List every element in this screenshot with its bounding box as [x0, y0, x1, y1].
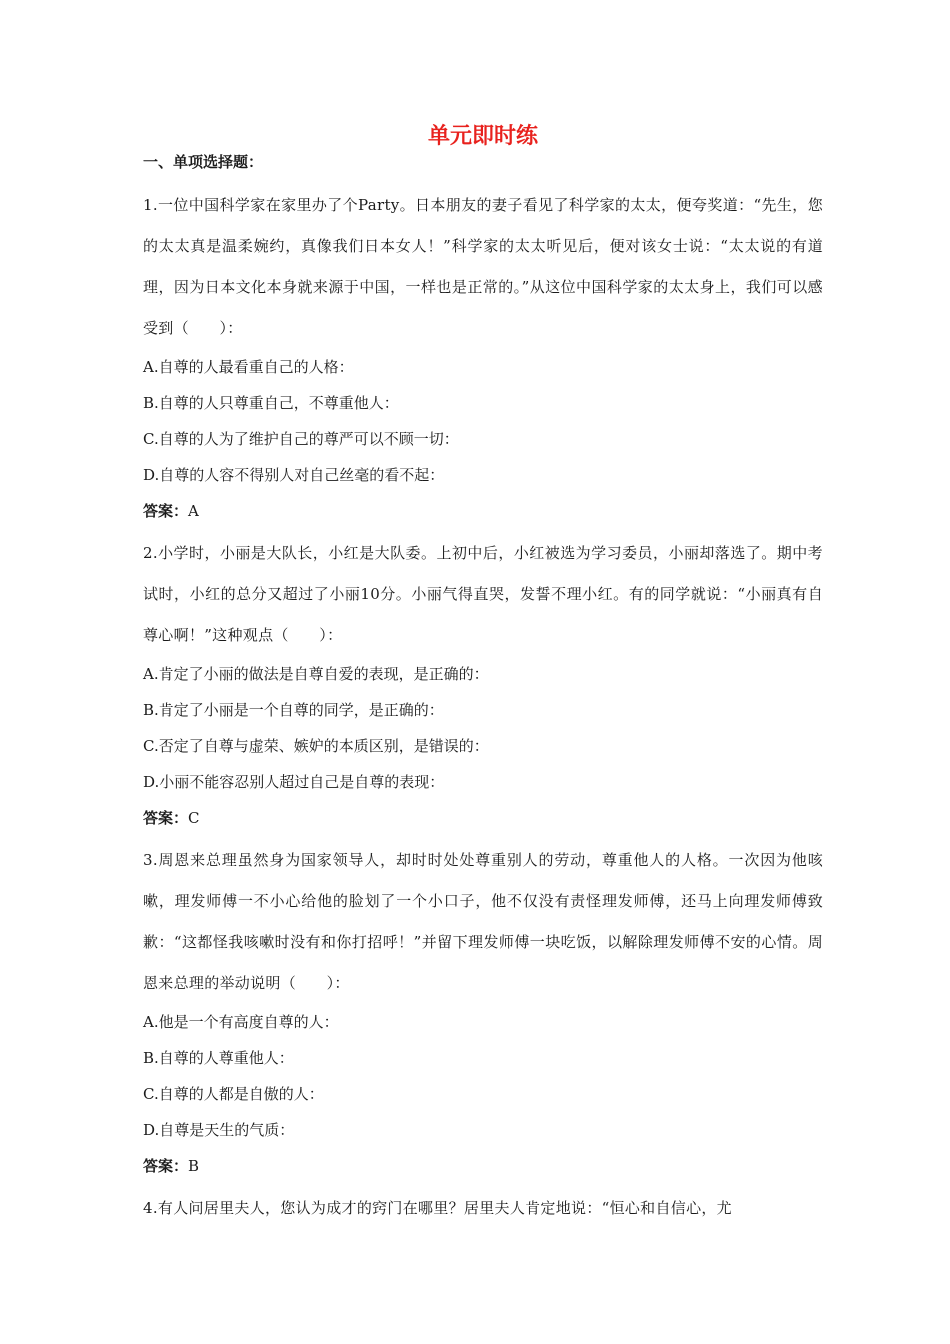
answer-line — [143, 493, 823, 529]
question — [143, 1188, 823, 1229]
question-option: C.否定了自尊与虚荣、嫉妒的本质区别，是错误的： — [143, 737, 489, 755]
answer-value: B — [188, 1157, 200, 1175]
question — [143, 185, 823, 529]
question-option: D.自尊是天生的气质： — [143, 1121, 295, 1139]
answer-line — [143, 800, 823, 836]
question-option: B.肯定了小丽是一个自尊的同学，是正确的： — [143, 701, 444, 719]
question-stem: 1.一位中国科学家在家里办了个Party。日本朋友的妻子看见了科学家的太太，便夸奖道：“先生，您的太太真是温柔婉约，真像我们日本女人！”科学家的太太听见后，便对该女士说：“太太说的有道理，因为日本文化本身就来源于中国，一样也是正常的。”从这位中国科学家的太太身上，我们可以感受到（ ）： — [143, 196, 823, 337]
question-stem: 3.周恩来总理虽然身为国家领导人，却时时处处尊重别人的劳动，尊重他人的人格。一次因为他咳嗽，理发师傅一不小心给他的脸划了一个小口子，他不仅没有责怪理发师傅，还马上向理发师傅致歉：“这都怪我咳嗽时没有和你打招呼！”并留下理发师傅一块吃饭，以解除理发师傅不安的心情。周恩来总理的举动说明（ ）： — [143, 851, 823, 992]
question-option: B.自尊的人只尊重自己，不尊重他人： — [143, 394, 399, 412]
question-stem: 4.有人问居里夫人，您认为成才的窍门在哪里？居里夫人肯定地说：“恒心和自信心，尤 — [143, 1199, 732, 1217]
question-option: A.他是一个有高度自尊的人： — [143, 1013, 339, 1031]
answer-line — [143, 1148, 823, 1184]
question — [143, 533, 823, 836]
answer-label: 答案： — [143, 502, 189, 520]
answer-value: C — [188, 809, 200, 827]
question-option: C.自尊的人为了维护自己的尊严可以不顾一切： — [143, 430, 459, 448]
question-option: A.自尊的人最看重自己的人格： — [143, 358, 354, 376]
answer-value: A — [188, 502, 199, 520]
question-option: A.肯定了小丽的做法是自尊自爱的表现，是正确的： — [143, 665, 489, 683]
answer-label: 答案： — [143, 1157, 189, 1175]
question-list — [143, 185, 823, 1229]
question-option: C.自尊的人都是自傲的人： — [143, 1085, 324, 1103]
question-option: D.小丽不能容忍别人超过自己是自尊的表现： — [143, 773, 445, 791]
question-option: B.自尊的人尊重他人： — [143, 1049, 294, 1067]
question-stem: 2.小学时，小丽是大队长，小红是大队委。上初中后，小红被选为学习委员，小丽却落选了。期中考试时，小红的总分又超过了小丽10分。小丽气得直哭，发誓不理小红。有的同学就说：“小丽真有自尊心啊！”这种观点（ ）： — [143, 544, 823, 644]
question — [143, 840, 823, 1184]
answer-label: 答案： — [143, 809, 189, 827]
page-title: 单元即时练 — [427, 124, 538, 149]
question-option: D.自尊的人容不得别人对自己丝毫的看不起： — [143, 466, 445, 484]
section-heading: 一、单项选择题： — [143, 153, 264, 171]
